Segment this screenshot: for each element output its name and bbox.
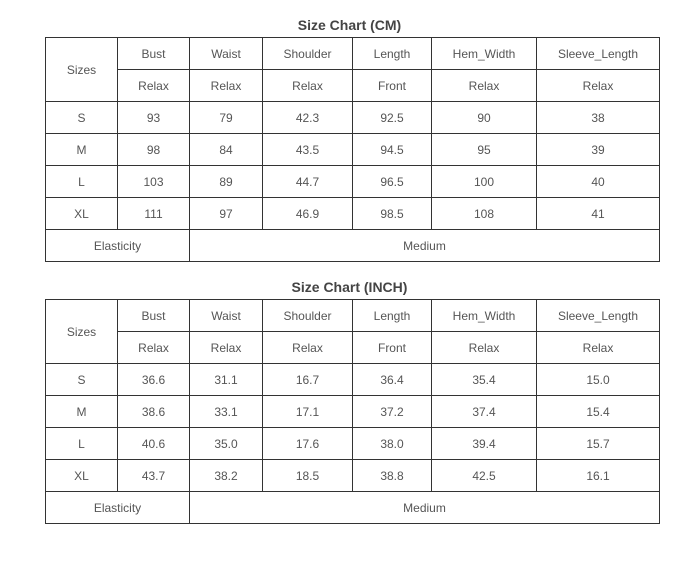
value-cell: 15.7 bbox=[537, 428, 660, 460]
value-cell: 98.5 bbox=[353, 198, 432, 230]
value-cell: 38.8 bbox=[353, 460, 432, 492]
header-cell-length: Length bbox=[353, 300, 432, 332]
value-cell: 43.5 bbox=[263, 134, 353, 166]
value-cell: 39 bbox=[537, 134, 660, 166]
header-cell-sleeve-length: Sleeve_Length bbox=[537, 38, 660, 70]
value-cell: 15.4 bbox=[537, 396, 660, 428]
value-cell: 38.0 bbox=[353, 428, 432, 460]
value-cell: 95 bbox=[432, 134, 537, 166]
size-cell: S bbox=[46, 102, 118, 134]
header-cell-waist: Waist bbox=[190, 300, 263, 332]
value-cell: 97 bbox=[190, 198, 263, 230]
value-cell: 43.7 bbox=[118, 460, 190, 492]
value-cell: 38 bbox=[537, 102, 660, 134]
subheader-cell: Relax bbox=[432, 70, 537, 102]
value-cell: 89 bbox=[190, 166, 263, 198]
subheader-cell: Front bbox=[353, 332, 432, 364]
sizes-header-cell: Sizes bbox=[46, 300, 118, 364]
table-row bbox=[46, 364, 660, 396]
header-cell-hem-width: Hem_Width bbox=[432, 38, 537, 70]
elasticity-value-cell: Medium bbox=[190, 230, 660, 262]
value-cell: 38.2 bbox=[190, 460, 263, 492]
value-cell: 84 bbox=[190, 134, 263, 166]
header-cell-bust: Bust bbox=[118, 300, 190, 332]
elasticity-label-cell: Elasticity bbox=[46, 230, 190, 262]
value-cell: 42.3 bbox=[263, 102, 353, 134]
value-cell: 96.5 bbox=[353, 166, 432, 198]
header-cell-shoulder: Shoulder bbox=[263, 300, 353, 332]
subheader-cell: Relax bbox=[263, 70, 353, 102]
subheader-cell: Relax bbox=[118, 332, 190, 364]
value-cell: 36.4 bbox=[353, 364, 432, 396]
value-cell: 98 bbox=[118, 134, 190, 166]
size-chart-cm-title: Size Chart (CM) bbox=[297, 17, 402, 33]
table-row bbox=[46, 396, 660, 428]
subheader-cell: Relax bbox=[190, 70, 263, 102]
value-cell: 103 bbox=[118, 166, 190, 198]
table-row bbox=[46, 166, 660, 198]
size-cell: L bbox=[46, 428, 118, 460]
subheader-row bbox=[46, 332, 660, 364]
header-cell-waist: Waist bbox=[190, 38, 263, 70]
subheader-cell: Relax bbox=[537, 70, 660, 102]
value-cell: 33.1 bbox=[190, 396, 263, 428]
value-cell: 90 bbox=[432, 102, 537, 134]
size-cell: M bbox=[46, 396, 118, 428]
value-cell: 100 bbox=[432, 166, 537, 198]
table-row bbox=[46, 460, 660, 492]
value-cell: 18.5 bbox=[263, 460, 353, 492]
table-row bbox=[46, 428, 660, 460]
value-cell: 38.6 bbox=[118, 396, 190, 428]
value-cell: 93 bbox=[118, 102, 190, 134]
table-row bbox=[46, 134, 660, 166]
size-cell: M bbox=[46, 134, 118, 166]
value-cell: 108 bbox=[432, 198, 537, 230]
size-chart-inch-title: Size Chart (INCH) bbox=[291, 279, 408, 295]
elasticity-row bbox=[46, 492, 660, 524]
value-cell: 35.0 bbox=[190, 428, 263, 460]
size-chart-inch-table bbox=[45, 299, 660, 524]
table-row bbox=[46, 198, 660, 230]
subheader-cell: Front bbox=[353, 70, 432, 102]
subheader-cell: Relax bbox=[432, 332, 537, 364]
value-cell: 41 bbox=[537, 198, 660, 230]
size-cell: L bbox=[46, 166, 118, 198]
header-cell-bust: Bust bbox=[118, 38, 190, 70]
header-cell-length: Length bbox=[353, 38, 432, 70]
elasticity-label-cell: Elasticity bbox=[46, 492, 190, 524]
subheader-cell: Relax bbox=[537, 332, 660, 364]
value-cell: 16.7 bbox=[263, 364, 353, 396]
elasticity-value-cell: Medium bbox=[190, 492, 660, 524]
value-cell: 40 bbox=[537, 166, 660, 198]
value-cell: 17.6 bbox=[263, 428, 353, 460]
value-cell: 36.6 bbox=[118, 364, 190, 396]
value-cell: 92.5 bbox=[353, 102, 432, 134]
value-cell: 37.2 bbox=[353, 396, 432, 428]
header-cell-sleeve-length: Sleeve_Length bbox=[537, 300, 660, 332]
value-cell: 17.1 bbox=[263, 396, 353, 428]
table-row bbox=[46, 102, 660, 134]
value-cell: 79 bbox=[190, 102, 263, 134]
value-cell: 35.4 bbox=[432, 364, 537, 396]
value-cell: 16.1 bbox=[537, 460, 660, 492]
value-cell: 44.7 bbox=[263, 166, 353, 198]
size-cell: XL bbox=[46, 460, 118, 492]
value-cell: 40.6 bbox=[118, 428, 190, 460]
header-row bbox=[46, 300, 660, 332]
value-cell: 46.9 bbox=[263, 198, 353, 230]
value-cell: 15.0 bbox=[537, 364, 660, 396]
header-cell-hem-width: Hem_Width bbox=[432, 300, 537, 332]
value-cell: 37.4 bbox=[432, 396, 537, 428]
size-chart-cm-table bbox=[45, 37, 660, 262]
size-cell: XL bbox=[46, 198, 118, 230]
value-cell: 111 bbox=[118, 198, 190, 230]
elasticity-row bbox=[46, 230, 660, 262]
value-cell: 94.5 bbox=[353, 134, 432, 166]
size-cell: S bbox=[46, 364, 118, 396]
header-row bbox=[46, 38, 660, 70]
subheader-row bbox=[46, 70, 660, 102]
value-cell: 39.4 bbox=[432, 428, 537, 460]
subheader-cell: Relax bbox=[263, 332, 353, 364]
value-cell: 31.1 bbox=[190, 364, 263, 396]
header-cell-shoulder: Shoulder bbox=[263, 38, 353, 70]
value-cell: 42.5 bbox=[432, 460, 537, 492]
subheader-cell: Relax bbox=[118, 70, 190, 102]
sizes-header-cell: Sizes bbox=[46, 38, 118, 102]
subheader-cell: Relax bbox=[190, 332, 263, 364]
